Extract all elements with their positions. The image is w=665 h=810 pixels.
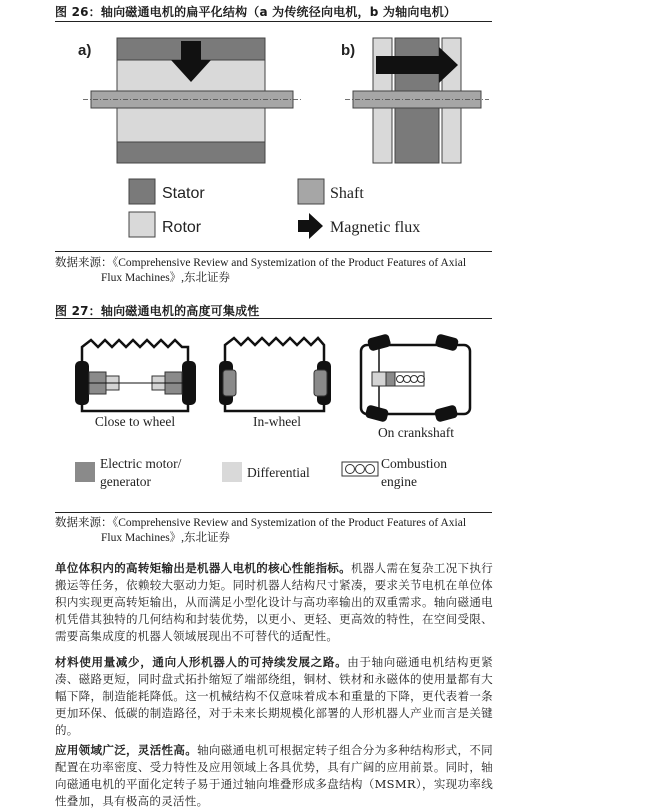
- figure-27-source-line2: Flux Machines》,东北证券: [101, 532, 231, 544]
- legend-rotor-swatch: [129, 212, 155, 237]
- legend-motor-line1: Electric motor/: [100, 456, 182, 471]
- crank-wheel-bl-icon: [365, 404, 390, 422]
- paragraph-applications: [55, 742, 493, 810]
- legend-engine-swatch-icon: [342, 462, 378, 476]
- crank-wheel-br-icon: [434, 404, 459, 422]
- crank-motor: [386, 372, 395, 386]
- radial-shaft: [91, 91, 293, 108]
- legend-motor-line2: generator: [100, 474, 151, 489]
- figure-27-title: 图 27：轴向磁通电机的高度可集成性: [55, 304, 260, 318]
- figure-26-diagram: [55, 22, 492, 250]
- on-crankshaft-diagram: [361, 333, 470, 422]
- close-chassis-top-icon: [82, 340, 188, 370]
- legend-flux-label: Magnetic flux: [330, 219, 421, 236]
- crank-wheel-tl-icon: [367, 333, 392, 351]
- crank-diff: [372, 372, 386, 386]
- figure-26-title: 图 26：轴向磁通电机的扁平化结构（a 为传统径向电机，b 为轴向电机）: [55, 5, 457, 19]
- caption-in-wheel: In-wheel: [253, 414, 301, 429]
- legend-stator-label: Stator: [162, 185, 205, 202]
- paragraph-materials: [55, 654, 493, 739]
- figure-26-source-line1: 数据来源：《Comprehensive Review and Systemization of the Product Features of Axial: [55, 257, 467, 269]
- legend-motor-swatch: [75, 462, 95, 482]
- legend-rotor-label: Rotor: [162, 219, 202, 236]
- figure-26-source: [55, 256, 495, 286]
- inwheel-motor-right: [314, 370, 327, 396]
- crank-wheel-tr-icon: [435, 333, 460, 351]
- legend-shaft-label: Shaft: [330, 185, 364, 202]
- paragraph-torque-body: 机器人需在复杂工况下执行搬运等任务，依赖较大驱动力矩。同时机器人结构尺寸紧凑，要求关节电机在单位体积内实现更高转矩输出，从而满足小型化设计与高功率输出的双重需求。轴向磁通电机凭借其独特的几何结构和封装优势，以更小、更轻、更高效的特性，在空间受限、需要高集成度的机器人领域展现出不可替代的适配性。: [55, 561, 493, 643]
- inwheel-chassis-top-icon: [225, 338, 324, 368]
- legend-diff-label: Differential: [247, 465, 310, 480]
- caption-close-to-wheel: Close to wheel: [94, 414, 176, 429]
- panel-a-label: a): [78, 42, 92, 59]
- close-chassis-bottom: [82, 397, 188, 411]
- paragraph-torque: [55, 560, 493, 645]
- figure-27-diagram: [55, 319, 492, 511]
- inwheel-chassis-bottom: [225, 399, 324, 411]
- close-to-wheel-diagram: [75, 340, 196, 411]
- figure-26-source-line2: Flux Machines》,东北证券: [101, 272, 231, 284]
- paragraph-applications-body: 轴向磁通电机可根据定转子组合分为多种结构形式，不同配置在功率密度、受力特性及应用领域上各具优势，具有广阔的应用前景。同时，轴向磁通电机的平面化定转子易于通过轴向堆叠形成多盘结构（MSMR），实现功率线性叠加，具有极高的灵活性。: [55, 743, 493, 808]
- legend-stator-swatch: [129, 179, 155, 204]
- radial-motor: [83, 38, 301, 163]
- figure-27-source: [55, 516, 495, 546]
- paragraph-applications-lead: 应用领域广泛，灵活性高。: [55, 743, 198, 757]
- in-wheel-diagram: [219, 338, 331, 411]
- figure-26-bottom-rule: [55, 251, 492, 252]
- legend-shaft-swatch: [298, 179, 324, 204]
- panel-b-label: b): [341, 42, 356, 59]
- paragraph-materials-lead: 材料使用量减少，通向人形机器人的可持续发展之路。: [55, 655, 348, 669]
- legend-flux-arrow-icon: [298, 213, 323, 239]
- axial-motor: [345, 38, 489, 163]
- legend-engine-line1: Combustion: [381, 456, 448, 471]
- figure-27-bottom-rule: [55, 512, 492, 513]
- paragraph-materials-body: 由于轴向磁通电机结构更紧凑、磁路更短，同时盘式拓扑缩短了端部绕组，铜材、铁材和永磁体的使用量都有大幅下降，制造能耗降低。这一机械结构不仅意味着成本和重量的下降，更代表着一条更加环保、低碳的制造路径，对于未来长期规模化部署的人形机器人产业而言是关键的。: [55, 655, 493, 737]
- figure-27-source-line1: 数据来源：《Comprehensive Review and Systemization of the Product Features of Axial: [55, 517, 467, 529]
- legend-engine-line2: engine: [381, 474, 417, 489]
- caption-on-crankshaft: On crankshaft: [377, 425, 455, 440]
- inwheel-motor-left: [223, 370, 236, 396]
- crank-engine: [395, 372, 424, 386]
- paragraph-torque-lead: 单位体积内的高转矩输出是机器人电机的核心性能指标。: [55, 561, 351, 575]
- radial-stator-bottom: [117, 142, 265, 163]
- legend-diff-swatch: [222, 462, 242, 482]
